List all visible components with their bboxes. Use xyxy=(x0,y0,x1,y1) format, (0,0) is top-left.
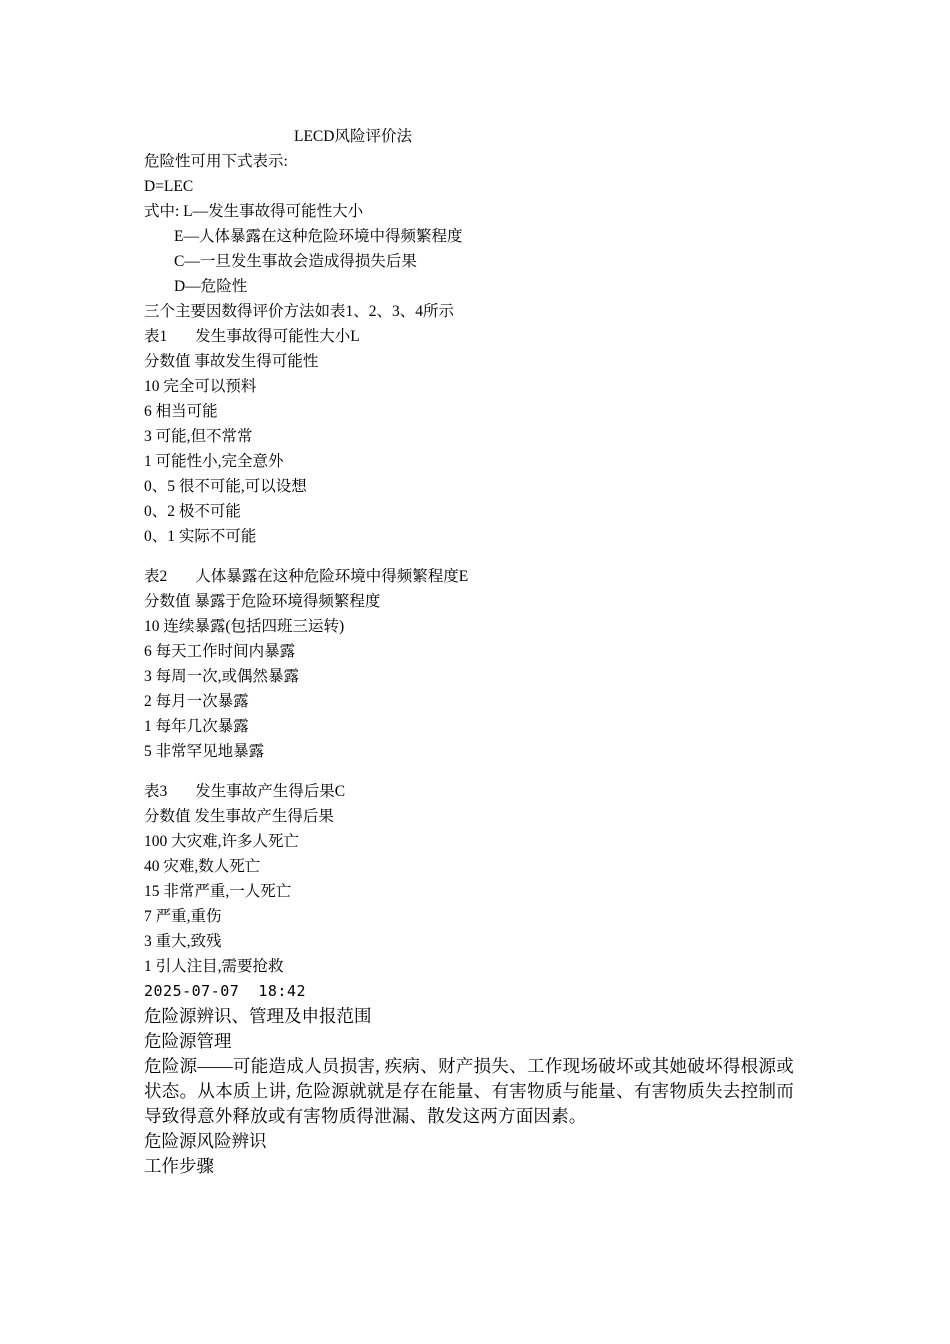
table2-header: 分数值 暴露于危险环境得频繁程度 xyxy=(144,593,381,610)
spacer xyxy=(144,549,794,564)
method-note: 三个主要因数得评价方法如表1、2、3、4所示 xyxy=(144,303,455,320)
table2-row: 6 每天工作时间内暴露 xyxy=(144,643,296,660)
table1-row: 0、1 实际不可能 xyxy=(144,528,257,545)
table2-row: 5 非常罕见地暴露 xyxy=(144,743,265,760)
table1-header: 分数值 事故发生得可能性 xyxy=(144,353,319,370)
table3-caption xyxy=(144,779,794,804)
table3-row: 40 灾难,数人死亡 xyxy=(144,858,261,875)
definition-c: C—一旦发生事故会造成得损失后果 xyxy=(174,253,417,270)
section-title: 危险源辨识、管理及申报范围 xyxy=(144,1006,372,1026)
intro-text: 危险性可用下式表示: xyxy=(144,153,288,170)
spacer xyxy=(144,764,794,779)
definition-e: E—人体暴露在这种危险环境中得频繁程度 xyxy=(174,228,463,245)
table3-title: 发生事故产生得后果C xyxy=(195,783,346,800)
table2-row: 2 每月一次暴露 xyxy=(144,693,249,710)
table2-row: 1 每年几次暴露 xyxy=(144,718,249,735)
table3-label: 表3 xyxy=(144,783,168,800)
definition-d: D—危险性 xyxy=(174,278,248,295)
document-content xyxy=(144,124,794,1179)
definition-l: 式中: L—发生事故得可能性大小 xyxy=(144,203,364,220)
table2-label: 表2 xyxy=(144,568,168,585)
table1-caption xyxy=(144,324,794,349)
heading-work-steps: 工作步骤 xyxy=(144,1156,214,1176)
table1-row: 1 可能性小,完全意外 xyxy=(144,453,284,470)
formula: D=LEC xyxy=(144,178,194,195)
table2-row: 3 每周一次,或偶然暴露 xyxy=(144,668,300,685)
heading-risk-identification: 危险源风险辨识 xyxy=(144,1131,267,1151)
table3-row: 3 重大,致残 xyxy=(144,933,222,950)
subsection-title: 危险源管理 xyxy=(144,1031,232,1051)
document-title: LECD风险评价法 xyxy=(294,128,412,145)
hazard-definition-paragraph: 危险源——可能造成人员损害, 疾病、财产损失、工作现场破坏或其她破坏得根源或状态。从本质上讲, 危险源就就是存在能量、有害物质与能量、有害物质失去控制而导致得意外释放或有害物质得泄漏、散发这两方面因素。 xyxy=(144,1056,794,1126)
table2-title: 人体暴露在这种危险环境中得频繁程度E xyxy=(195,568,469,585)
table3-row: 100 大灾难,许多人死亡 xyxy=(144,833,300,850)
table1-row: 10 完全可以预料 xyxy=(144,378,257,395)
table1-row: 6 相当可能 xyxy=(144,403,218,420)
table1-row: 0、5 很不可能,可以设想 xyxy=(144,478,307,495)
table3-row: 7 严重,重伤 xyxy=(144,908,222,925)
table2-row: 10 连续暴露(包括四班三运转) xyxy=(144,618,345,635)
table1-title: 发生事故得可能性大小L xyxy=(195,328,360,345)
table1-row: 0、2 极不可能 xyxy=(144,503,241,520)
table2-caption xyxy=(144,564,794,589)
table1-label: 表1 xyxy=(144,328,168,345)
timestamp: 2025-07-07 18:42 xyxy=(144,982,307,1000)
table3-row: 1 引人注目,需要抢救 xyxy=(144,958,284,975)
table3-header: 分数值 发生事故产生得后果 xyxy=(144,808,334,825)
table3-row: 15 非常严重,一人死亡 xyxy=(144,883,292,900)
table1-row: 3 可能,但不常常 xyxy=(144,428,253,445)
